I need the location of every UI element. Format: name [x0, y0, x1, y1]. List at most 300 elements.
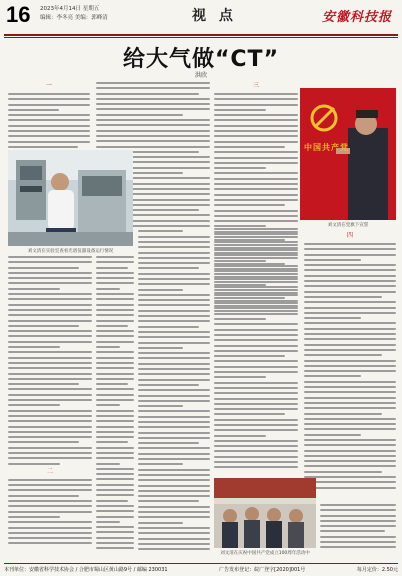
text-line — [96, 346, 120, 348]
header-meta — [40, 5, 108, 23]
newspaper-logo: 安徽科技报 — [321, 10, 392, 25]
text-line — [214, 371, 298, 373]
text-line — [96, 304, 134, 306]
text-line — [304, 450, 396, 452]
text-line — [8, 98, 90, 100]
section-marker: 二 — [46, 467, 53, 475]
text-line — [96, 452, 134, 454]
text-line — [8, 399, 92, 401]
text-line — [8, 282, 92, 284]
page-footer — [4, 566, 398, 573]
text-line — [304, 471, 382, 473]
page-number: 16 — [6, 2, 31, 27]
text-line — [214, 194, 298, 196]
text-line — [214, 387, 298, 389]
text-line — [214, 292, 298, 294]
text-line — [320, 509, 396, 511]
text-line — [8, 104, 90, 106]
footer-rule — [4, 563, 398, 564]
text-line — [138, 204, 210, 206]
text-line — [8, 420, 92, 422]
text-line — [214, 215, 298, 217]
text-line — [214, 403, 298, 405]
text-line — [8, 261, 92, 263]
text-line — [96, 473, 134, 475]
text-line — [214, 339, 298, 341]
text-line — [138, 363, 210, 365]
text-line — [8, 415, 92, 417]
text-line — [8, 441, 79, 443]
text-line — [304, 465, 396, 467]
text-line — [214, 151, 298, 153]
text-line — [138, 246, 210, 248]
lab-photo — [8, 150, 133, 246]
page-header — [4, 2, 398, 38]
text-line — [138, 442, 199, 444]
text-line — [8, 130, 90, 132]
text-line — [320, 541, 396, 543]
text-line — [138, 527, 210, 529]
text-line — [214, 104, 298, 106]
section-marker: 三 — [252, 82, 259, 89]
text-line — [214, 313, 298, 315]
text-line — [138, 108, 210, 110]
text-line — [8, 125, 90, 127]
text-line — [214, 135, 298, 137]
text-line — [96, 457, 134, 459]
text-line — [214, 461, 298, 463]
text-line — [304, 259, 361, 261]
text-line — [96, 357, 134, 359]
text-line — [304, 354, 382, 356]
text-line — [96, 288, 120, 290]
text-line — [96, 494, 134, 496]
text-line — [8, 288, 60, 290]
text-line — [214, 228, 298, 230]
text-line — [8, 431, 92, 433]
text-line — [304, 296, 382, 298]
text-line — [138, 304, 210, 306]
text-line — [96, 388, 134, 390]
text-line — [214, 172, 298, 174]
text-line — [214, 204, 285, 206]
text-line — [138, 352, 210, 354]
text-line — [320, 546, 396, 548]
text-line — [138, 146, 210, 148]
text-line — [138, 543, 210, 545]
text-line — [304, 322, 396, 324]
text-line — [304, 402, 396, 404]
text-line — [214, 466, 298, 468]
text-line — [214, 350, 298, 352]
text-line — [8, 293, 92, 295]
text-line — [214, 188, 298, 190]
footer-price: 每月定价：2.50元 — [356, 567, 398, 573]
text-line — [214, 456, 298, 458]
text-line — [96, 320, 134, 322]
text-line — [138, 130, 210, 132]
flag-text: 中国共产党 — [304, 143, 349, 152]
text-line — [304, 434, 361, 436]
text-line — [8, 516, 60, 518]
text-line — [138, 140, 210, 142]
text-line — [214, 265, 298, 267]
text-line — [138, 98, 210, 100]
text-line — [138, 310, 210, 312]
text-line — [214, 167, 266, 169]
text-line — [304, 444, 396, 446]
text-line — [304, 460, 396, 462]
text-line — [214, 220, 298, 222]
text-line — [214, 130, 298, 132]
text-line — [214, 114, 298, 116]
text-line — [96, 378, 134, 380]
text-line — [138, 93, 199, 95]
text-line — [138, 511, 210, 513]
text-line — [8, 447, 92, 449]
text-line — [8, 484, 92, 486]
text-line — [8, 135, 90, 137]
text-column-6 — [96, 256, 134, 556]
text-line — [214, 93, 298, 95]
text-line — [304, 248, 396, 250]
section-marker: 四 — [346, 232, 353, 239]
text-line — [138, 326, 199, 328]
text-line — [304, 280, 396, 282]
text-line — [304, 455, 396, 457]
text-line — [214, 424, 298, 426]
text-line — [304, 413, 382, 415]
text-line — [138, 538, 210, 540]
text-line — [214, 382, 298, 384]
text-line — [96, 478, 134, 480]
text-line — [96, 293, 134, 295]
text-line — [320, 530, 385, 532]
text-line — [96, 447, 134, 449]
text-line — [8, 383, 79, 385]
text-line — [214, 183, 298, 185]
text-line — [214, 450, 298, 452]
text-line — [138, 161, 210, 163]
text-line — [214, 366, 298, 368]
text-line — [304, 428, 396, 430]
text-line — [138, 500, 199, 502]
text-line — [138, 516, 210, 518]
text-line — [214, 109, 266, 111]
text-line — [138, 447, 210, 449]
text-line — [96, 394, 134, 396]
text-line — [96, 489, 134, 491]
text-line — [96, 420, 134, 422]
text-line — [214, 270, 298, 272]
text-line — [214, 345, 298, 347]
text-line — [96, 436, 134, 438]
lab-photo-image — [8, 150, 133, 246]
text-line — [8, 367, 92, 369]
text-line — [138, 241, 210, 243]
text-line — [8, 256, 92, 258]
text-line — [138, 432, 210, 434]
text-line — [304, 338, 396, 340]
text-column-10 — [320, 504, 396, 554]
text-line — [214, 440, 298, 442]
text-line — [304, 301, 396, 303]
text-line — [138, 177, 210, 179]
text-line — [138, 230, 183, 232]
text-line — [214, 323, 298, 325]
text-line — [8, 309, 92, 311]
section-marker: 一 — [45, 82, 52, 89]
text-line — [138, 289, 183, 291]
text-line — [8, 479, 92, 481]
text-line — [8, 436, 92, 438]
text-line — [96, 426, 134, 428]
text-line — [138, 463, 183, 465]
text-line — [304, 275, 396, 277]
text-line — [138, 495, 210, 497]
text-line — [8, 452, 92, 454]
text-line — [214, 233, 298, 235]
text-line — [96, 500, 128, 502]
text-line — [138, 294, 210, 296]
text-line — [8, 410, 92, 412]
text-line — [138, 87, 210, 89]
text-line — [138, 389, 210, 391]
text-line — [138, 315, 210, 317]
text-line — [138, 479, 210, 481]
text-line — [304, 381, 396, 383]
text-line — [304, 423, 396, 425]
flag-photo — [300, 88, 396, 220]
text-line — [138, 283, 210, 285]
text-line — [96, 521, 120, 523]
text-line — [8, 463, 60, 465]
text-line — [138, 257, 210, 259]
text-line — [214, 413, 285, 415]
text-line — [138, 400, 210, 402]
text-line — [138, 410, 210, 412]
text-line — [214, 419, 298, 421]
text-line — [138, 299, 210, 301]
text-line — [138, 532, 210, 534]
text-line — [138, 368, 210, 370]
text-line — [138, 421, 210, 423]
text-column-3 — [8, 256, 92, 556]
text-line — [96, 277, 134, 279]
text-line — [304, 333, 396, 335]
text-column-8 — [214, 228, 298, 474]
text-line — [138, 342, 210, 344]
text-line — [138, 395, 210, 397]
text-line — [8, 119, 90, 121]
text-line — [214, 239, 285, 241]
text-line — [138, 267, 199, 269]
text-line — [8, 267, 79, 269]
text-line — [96, 399, 134, 401]
header-rule-thin — [4, 37, 398, 38]
text-line — [138, 236, 210, 238]
text-line — [138, 453, 210, 455]
text-line — [214, 199, 298, 201]
text-line — [96, 330, 134, 332]
text-line — [138, 506, 210, 508]
text-line — [214, 392, 298, 394]
text-line — [8, 357, 92, 359]
text-line — [8, 351, 92, 353]
text-line — [96, 404, 120, 406]
text-line — [138, 458, 210, 460]
text-line — [214, 297, 285, 299]
text-line — [138, 262, 210, 264]
text-line — [8, 362, 92, 364]
text-line — [214, 146, 285, 148]
text-line — [214, 276, 298, 278]
text-line — [8, 298, 92, 300]
text-line — [8, 277, 92, 279]
text-line — [96, 468, 134, 470]
text-line — [96, 335, 134, 337]
text-line — [214, 125, 298, 127]
text-line — [214, 157, 298, 159]
text-line — [8, 335, 92, 337]
text-line — [214, 98, 298, 100]
text-line — [320, 515, 396, 517]
text-line — [138, 336, 210, 338]
text-line — [8, 330, 92, 332]
text-line — [8, 346, 60, 348]
text-line — [304, 344, 396, 346]
text-line — [138, 273, 210, 275]
text-line — [8, 394, 92, 396]
text-line — [96, 282, 134, 284]
text-column-9 — [304, 232, 396, 502]
group-photo-caption: 刘文清在庆祝中国共产党成立100周年活动中 — [220, 551, 310, 556]
text-line — [138, 193, 210, 195]
text-line — [96, 351, 134, 353]
text-line — [8, 527, 92, 529]
text-line — [304, 360, 396, 362]
text-line — [138, 225, 210, 227]
text-line — [320, 536, 396, 538]
text-line — [304, 375, 361, 377]
text-line — [304, 391, 396, 393]
text-line — [214, 162, 298, 164]
text-line — [138, 82, 210, 84]
text-line — [96, 267, 128, 269]
text-line — [96, 516, 134, 518]
text-line — [304, 307, 396, 309]
text-line — [304, 312, 396, 314]
text-line — [96, 510, 134, 512]
text-line — [138, 331, 210, 333]
text-line — [138, 490, 210, 492]
text-line — [138, 379, 210, 381]
text-line — [96, 367, 134, 369]
text-line — [138, 167, 210, 169]
text-line — [304, 269, 396, 271]
lab-photo-caption: 刘文清在实验室查看光谱仪器设备运行情况 — [27, 249, 114, 254]
text-line — [304, 291, 396, 293]
text-line — [138, 151, 199, 153]
text-line — [304, 243, 396, 245]
text-line — [8, 114, 90, 116]
issue-date: 2023年4月14日 星期五 — [40, 6, 100, 12]
text-line — [138, 357, 210, 359]
text-line — [304, 254, 396, 256]
text-line — [320, 504, 396, 506]
text-line — [96, 341, 134, 343]
text-line — [8, 521, 92, 523]
text-line — [138, 114, 183, 116]
text-line — [304, 397, 396, 399]
text-line — [8, 378, 92, 380]
text-line — [304, 370, 396, 372]
text-line — [304, 476, 396, 478]
text-line — [304, 481, 396, 483]
article-title: 给大气做“CT” — [122, 47, 280, 72]
text-line — [8, 314, 92, 316]
text-line — [8, 542, 92, 544]
flag-photo-image — [300, 88, 396, 220]
text-line — [96, 314, 134, 316]
text-line — [96, 272, 134, 274]
text-line — [8, 457, 92, 459]
text-line — [8, 93, 90, 95]
text-line — [96, 542, 134, 544]
text-line — [8, 146, 78, 148]
text-line — [8, 272, 92, 274]
text-line — [138, 252, 210, 254]
group-photo — [214, 478, 316, 548]
text-line — [138, 474, 210, 476]
text-line — [138, 405, 183, 407]
text-line — [304, 407, 396, 409]
text-line — [8, 537, 92, 539]
footer-address: 本刊单位：安徽省科学技术协会 / 合肥市蜀山区黄山路9号 / 邮编 230031 — [4, 567, 168, 573]
text-line — [304, 439, 396, 441]
text-line — [138, 214, 210, 216]
text-line — [138, 103, 210, 105]
text-line — [214, 429, 298, 431]
text-line — [214, 360, 298, 362]
text-line — [8, 489, 92, 491]
text-line — [96, 383, 128, 385]
text-line — [8, 532, 92, 534]
text-line — [96, 415, 134, 417]
text-line — [138, 426, 210, 428]
text-line — [214, 141, 298, 143]
text-line — [214, 376, 266, 378]
text-line — [138, 416, 210, 418]
text-line — [304, 264, 396, 266]
text-line — [138, 183, 210, 185]
text-line — [214, 408, 298, 410]
text-line — [8, 325, 79, 327]
text-line — [304, 386, 396, 388]
text-line — [304, 285, 396, 287]
header-rule — [4, 34, 398, 36]
article-author: 洪欣 — [194, 72, 207, 79]
text-line — [304, 328, 396, 330]
text-line — [96, 261, 134, 263]
text-line — [214, 307, 298, 309]
flag-photo-caption: 刘文清在党旗下宣誓 — [327, 223, 369, 228]
text-line — [138, 437, 210, 439]
text-line — [214, 445, 298, 447]
text-line — [96, 531, 134, 533]
text-line — [304, 365, 396, 367]
text-line — [96, 256, 134, 258]
